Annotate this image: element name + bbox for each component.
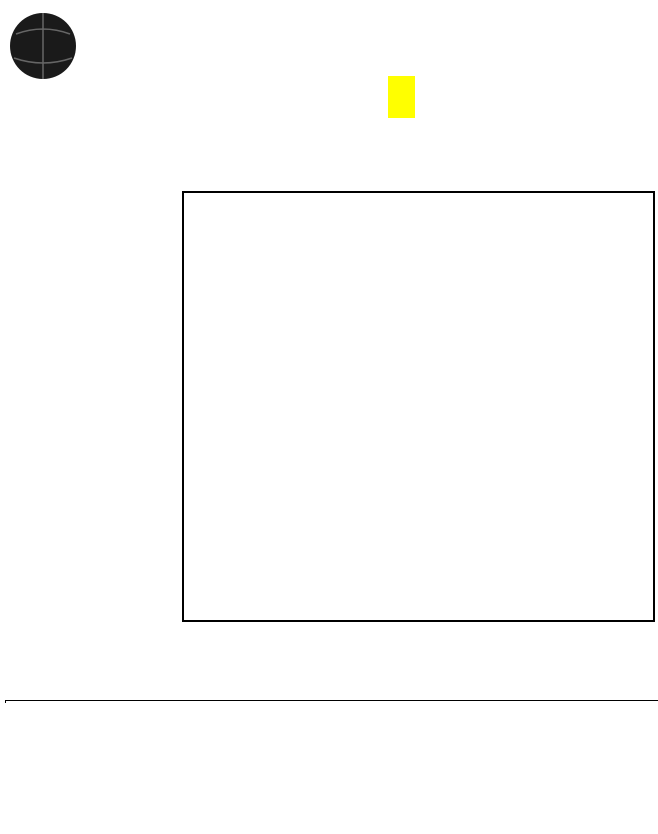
info-box (5, 700, 658, 703)
poule-letter-highlighted (388, 76, 415, 118)
comite-vendee-basketball-logo (8, 6, 78, 84)
schedule-grid (182, 191, 655, 622)
